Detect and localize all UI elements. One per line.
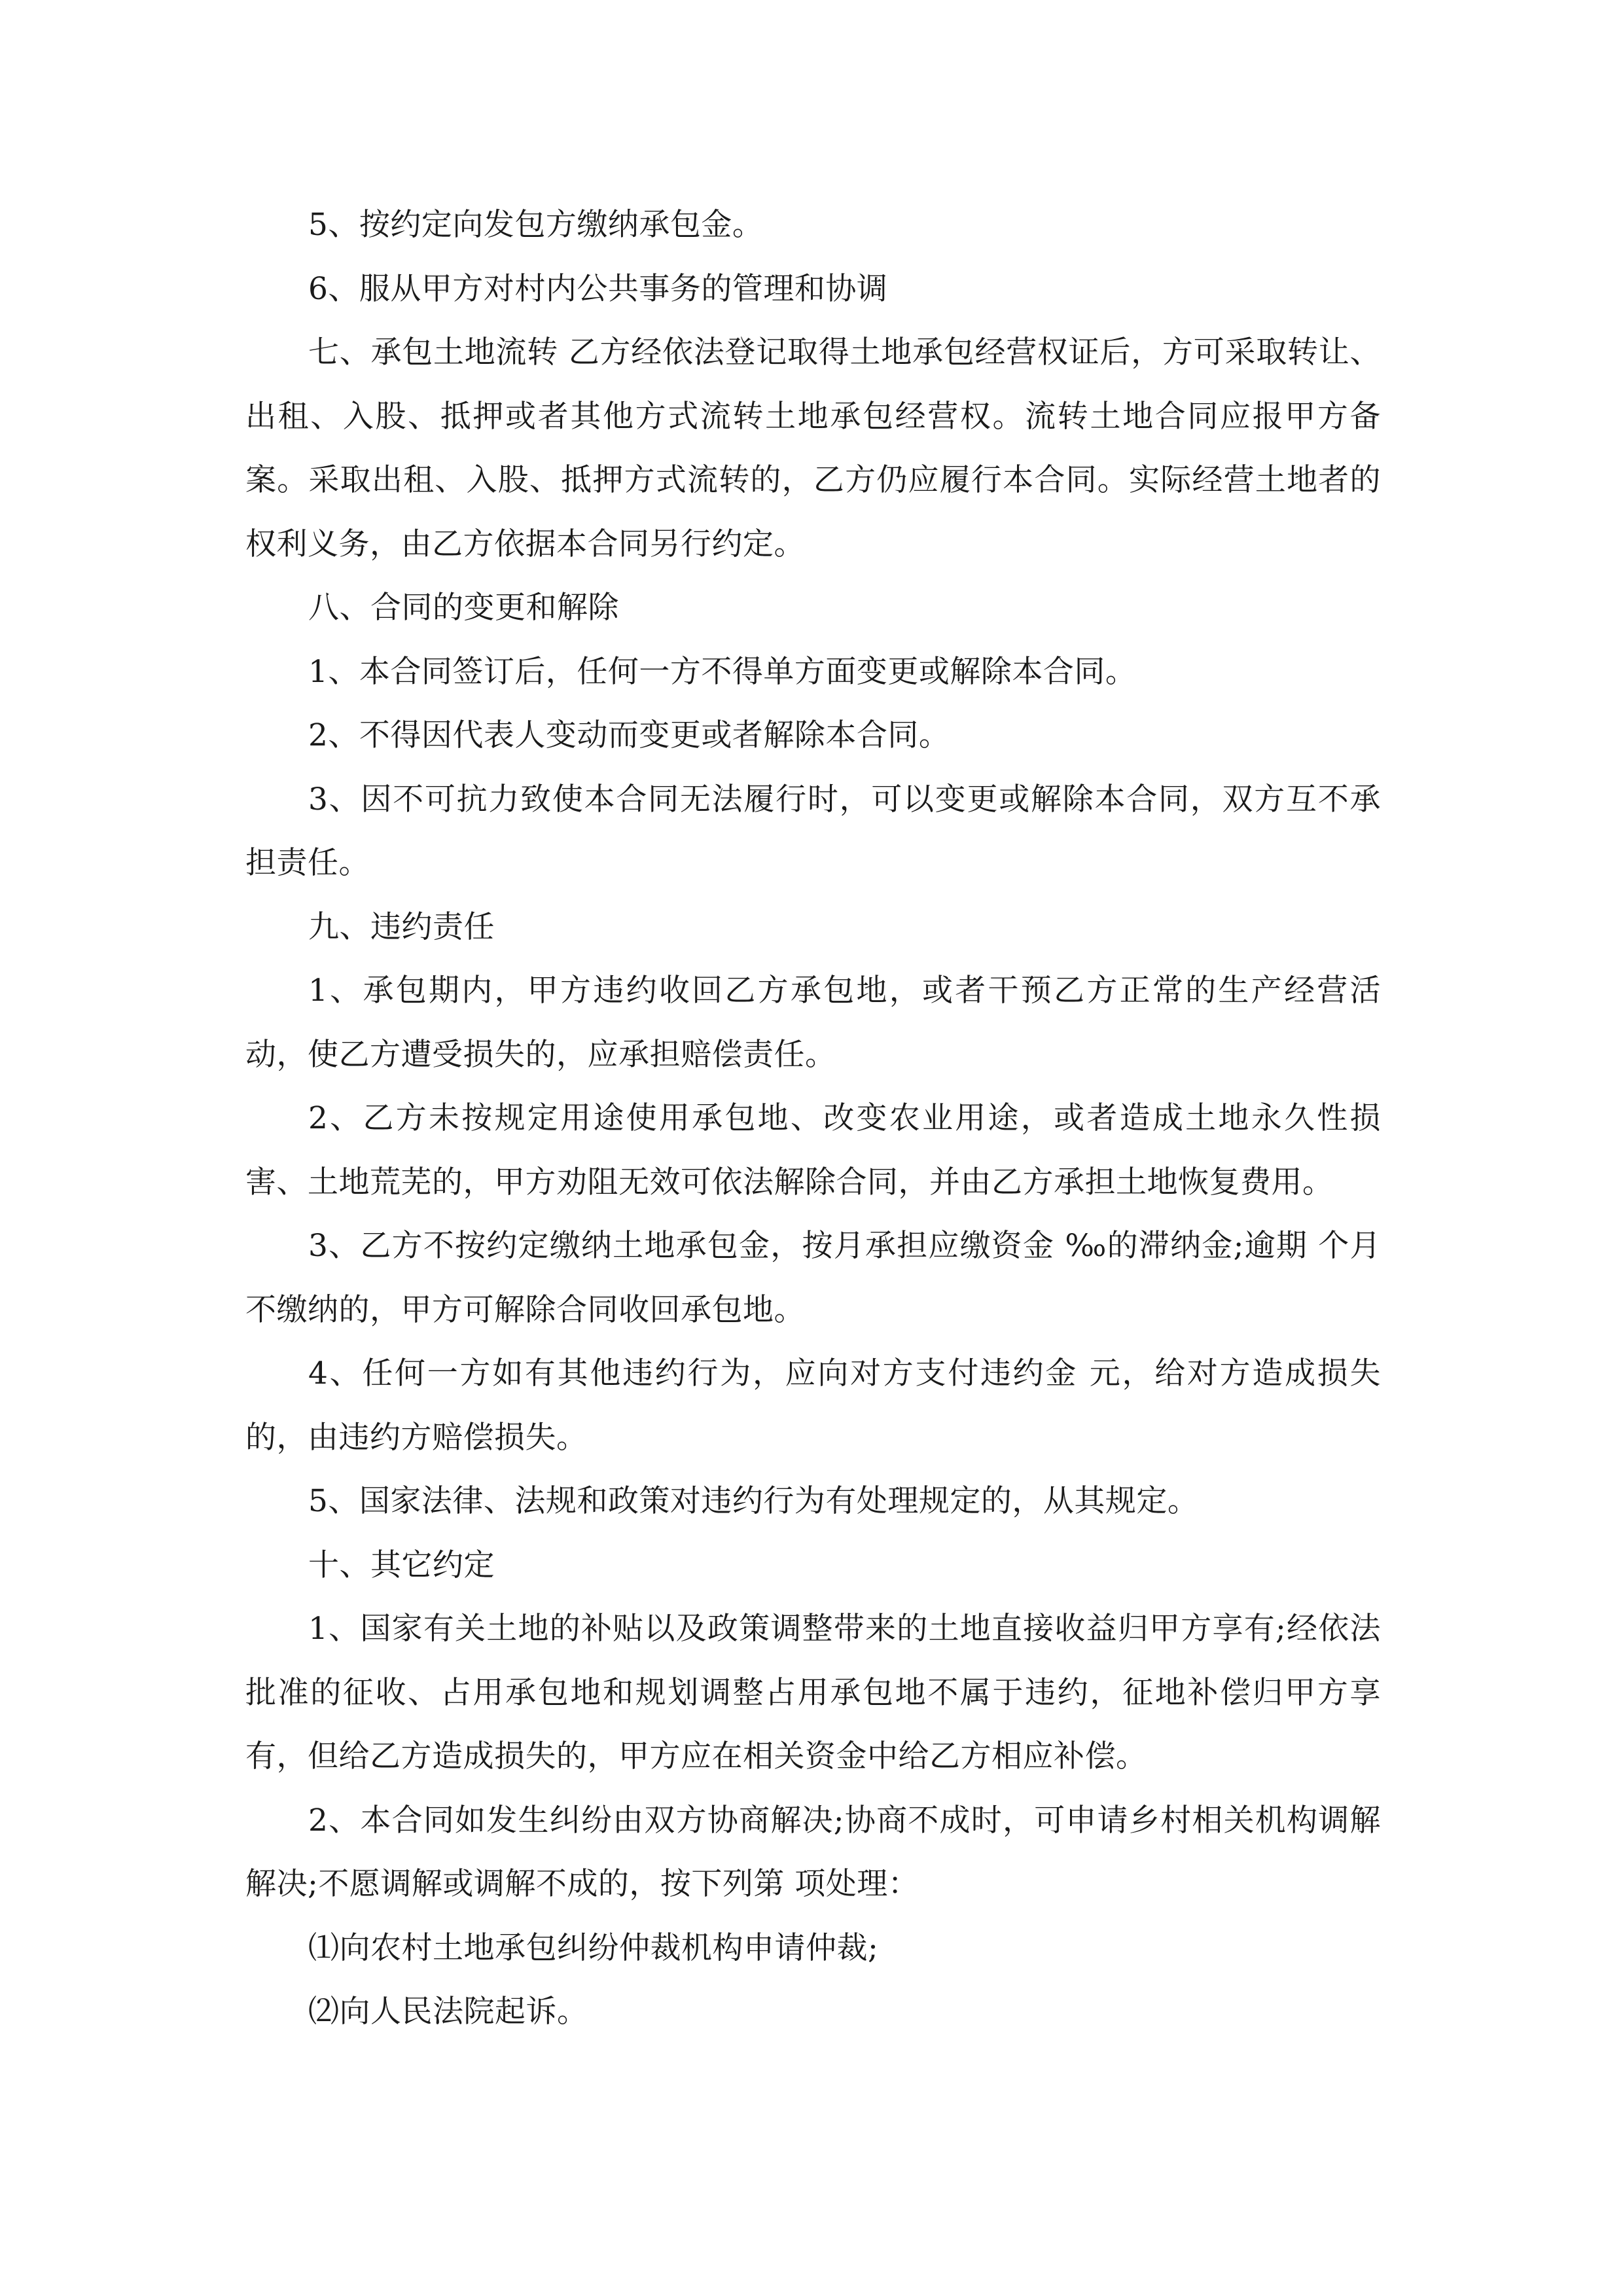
paragraph: 1、国家有关土地的补贴以及政策调整带来的土地直接收益归甲方享有;经依法批准的征收、占用承包地和规划调整占用承包地不属于违约，征地补偿归甲方享有，但给乙方造成损失的，甲方应在相关资金中给乙方相应补偿。 [245,1611,1381,1774]
section-heading: 十、其它约定 [308,1547,495,1583]
paragraph: 2、不得因代表人变动而变更或者解除本合同。 [308,717,950,753]
document-body [245,193,1381,2044]
paragraph: 2、本合同如发生纠纷由双方协商解决;协商不成时，可申请乡村相关机构调解解决;不愿调解或调解不成的，按下列第 项处理： [245,1802,1381,1902]
section-heading-paragraph: 七、承包土地流转 乙方经依法登记取得土地承包经营权证后，方可采取转让、出租、入股、抵押或者其他方式流转土地承包经营权。流转土地合同应报甲方备案。采取出租、入股、抵押方式流转的，乙方仍应履行本合同。实际经营土地者的权利义务，由乙方依据本合同另行约定。 [245,334,1381,562]
section-heading: 八、合同的变更和解除 [308,590,619,626]
paragraph: 3、乙方不按约定缴纳土地承包金，按月承担应缴资金 ‰的滞纳金;逾期 个月不缴纳的，甲方可解除合同收回承包地。 [245,1228,1381,1328]
paragraph: 5、按约定向发包方缴纳承包金。 [308,207,764,243]
paragraph: 2、乙方未按规定用途使用承包地、改变农业用途，或者造成土地永久性损害、土地荒芜的，甲方劝阻无效可依法解除合同，并由乙方承担土地恢复费用。 [245,1100,1381,1200]
paragraph: 1、本合同签订后，任何一方不得单方面变更或解除本合同。 [308,653,1137,690]
list-item: ⑵向人民法院起诉。 [308,1994,588,2030]
paragraph: 5、国家法律、法规和政策对违约行为有处理规定的，从其规定。 [308,1483,1199,1519]
paragraph: 3、因不可抗力致使本合同无法履行时，可以变更或解除本合同，双方互不承担责任。 [245,781,1381,881]
paragraph: 4、任何一方如有其他违约行为，应向对方支付违约金 元，给对方造成损失的，由违约方赔偿损失。 [245,1355,1381,1456]
paragraph: 1、承包期内，甲方违约收回乙方承包地，或者干预乙方正常的生产经营活动，使乙方遭受损失的，应承担赔偿责任。 [245,973,1381,1073]
list-item: ⑴向农村土地承包纠纷仲裁机构申请仲裁; [308,1929,879,1966]
section-heading: 九、违约责任 [308,908,495,945]
paragraph: 6、服从甲方对村内公共事务的管理和协调 [308,270,888,307]
